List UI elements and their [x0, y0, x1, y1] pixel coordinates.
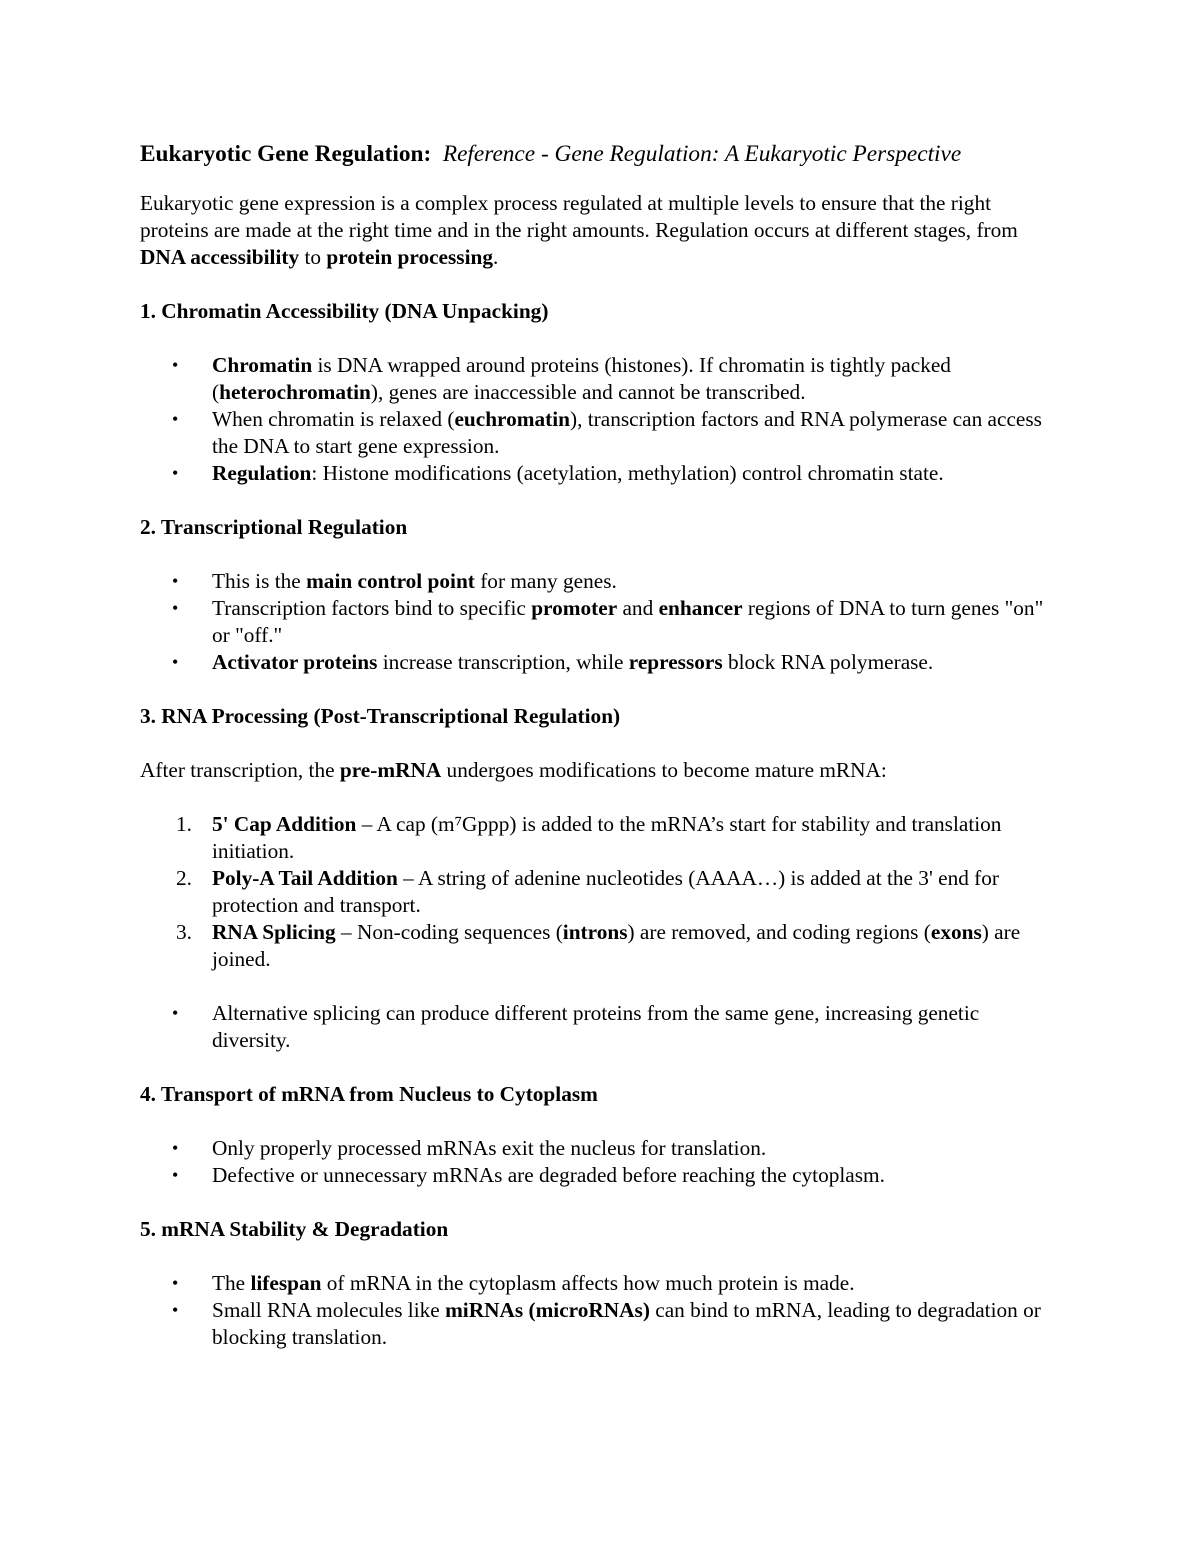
list-item: [140, 919, 1060, 973]
list-number: 1.: [176, 812, 192, 836]
rna-processing-intro: [140, 757, 1060, 784]
item-text: of mRNA in the cytoplasm affects how much protein is made.: [321, 1271, 855, 1295]
bold-term: introns: [562, 920, 628, 944]
bold-term: Poly-A Tail Addition: [212, 866, 398, 890]
bullet-icon: •: [172, 598, 179, 618]
bold-term: 5' Cap Addition: [212, 812, 357, 836]
item-text: is DNA wrapped around proteins (histones). If chromatin is tightly packed (: [212, 353, 951, 404]
item-text: block RNA polymerase.: [722, 650, 934, 674]
bold-term: miRNAs (microRNAs): [445, 1298, 650, 1322]
bold-term: Activator proteins: [212, 650, 378, 674]
bullet-list-stability: [140, 1270, 1060, 1351]
bold-term: enhancer: [658, 596, 743, 620]
document-title: [140, 140, 1060, 169]
list-item: [140, 1000, 1060, 1054]
list-item: [140, 595, 1060, 649]
intro-bold: DNA accessibility: [140, 245, 300, 269]
numbered-list-rna-processing: [140, 811, 1060, 973]
list-item: [140, 406, 1060, 460]
section-heading-transport: 4. Transport of mRNA from Nucleus to Cytoplasm: [140, 1082, 598, 1106]
item-text: Transcription factors bind to specific: [212, 596, 532, 620]
item-text: – A string of adenine nucleotides (AAAA…) is added at the 3' end for protection and transport.: [212, 866, 1000, 917]
bullet-icon: •: [172, 1003, 179, 1023]
list-item: [140, 460, 1060, 487]
item-text: When chromatin is relaxed (: [212, 407, 455, 431]
bullet-icon: •: [172, 571, 179, 591]
list-item: [140, 1162, 1060, 1189]
item-text: undergoes modifications to become mature mRNA:: [441, 758, 887, 782]
list-number: 2.: [176, 866, 192, 890]
item-text: for many genes.: [474, 569, 617, 593]
list-item: [140, 649, 1060, 676]
list-item: [140, 811, 1060, 865]
item-text: ), genes are inaccessible and cannot be transcribed.: [370, 380, 806, 404]
bold-term: lifespan: [250, 1271, 322, 1295]
item-text: Only properly processed mRNAs exit the nucleus for translation.: [212, 1136, 767, 1160]
bold-term: repressors: [628, 650, 723, 674]
list-item: [140, 352, 1060, 406]
bold-term: Regulation: [212, 461, 312, 485]
bullet-list-chromatin: [140, 352, 1060, 487]
title-reference: Reference - Gene Regulation: A Eukaryotic Perspective: [442, 141, 962, 167]
bullet-icon: •: [172, 1165, 179, 1185]
bullet-list-transcriptional: [140, 568, 1060, 676]
item-text: After transcription, the: [140, 758, 340, 782]
list-number: 3.: [176, 920, 192, 944]
bold-term: Chromatin: [212, 353, 313, 377]
bold-term: exons: [930, 920, 982, 944]
bold-term: promoter: [531, 596, 618, 620]
item-text: ) are removed, and coding regions (: [627, 920, 931, 944]
section-heading-chromatin: 1. Chromatin Accessibility (DNA Unpacking): [140, 299, 549, 323]
item-text: ) are joined.: [212, 920, 1021, 971]
bullet-icon: •: [172, 1138, 179, 1158]
bullet-list-transport: [140, 1135, 1060, 1189]
title-main: Eukaryotic Gene Regulation:: [140, 141, 432, 167]
item-text: regions of DNA to turn genes "on" or "off.": [212, 596, 1044, 647]
item-text: increase transcription, while: [377, 650, 629, 674]
bold-term: pre-mRNA: [339, 758, 442, 782]
list-item: [140, 1135, 1060, 1162]
bullet-list-alternative-splicing: [140, 1000, 1060, 1054]
bullet-icon: •: [172, 355, 179, 375]
section-heading-transcriptional: 2. Transcriptional Regulation: [140, 515, 408, 539]
intro-text: Eukaryotic gene expression is a complex process regulated at multiple levels to ensure that the right proteins are made at the right time and in the right amounts. Regulation occurs at different stages, from: [140, 191, 1018, 242]
item-text: Small RNA molecules like: [212, 1298, 446, 1322]
document-page: [140, 140, 1060, 1378]
list-item: [140, 568, 1060, 595]
bullet-icon: •: [172, 409, 179, 429]
item-text: This is the: [212, 569, 307, 593]
item-text: Alternative splicing can produce different proteins from the same gene, increasing genetic diversity.: [212, 1001, 980, 1052]
section-heading-rna-processing: 3. RNA Processing (Post-Transcriptional Regulation): [140, 704, 621, 728]
item-text: and: [617, 596, 659, 620]
intro-paragraph: [140, 190, 1060, 271]
bold-term: RNA Splicing: [212, 920, 336, 944]
list-item: [140, 865, 1060, 919]
intro-text: to: [299, 245, 327, 269]
bullet-icon: •: [172, 1300, 179, 1320]
item-text: can bind to mRNA, leading to degradation or blocking translation.: [212, 1298, 1041, 1349]
section-heading-stability: 5. mRNA Stability & Degradation: [140, 1217, 449, 1241]
item-text: Defective or unnecessary mRNAs are degraded before reaching the cytoplasm.: [212, 1163, 885, 1187]
list-item: [140, 1297, 1060, 1351]
item-text: ), transcription factors and RNA polymerase can access the DNA to start gene expression.: [212, 407, 1042, 458]
bullet-icon: •: [172, 652, 179, 672]
intro-text: .: [493, 245, 499, 269]
bold-term: main control point: [306, 569, 475, 593]
item-text: – Non-coding sequences (: [335, 920, 563, 944]
item-text: – A cap (m⁷Gppp) is added to the mRNA’s start for stability and translation initiation.: [212, 812, 1002, 863]
list-item: [140, 1270, 1060, 1297]
bold-term: heterochromatin: [219, 380, 371, 404]
bullet-icon: •: [172, 1273, 179, 1293]
bold-term: euchromatin: [454, 407, 571, 431]
bullet-icon: •: [172, 463, 179, 483]
item-text: : Histone modifications (acetylation, methylation) control chromatin state.: [311, 461, 944, 485]
intro-bold: protein processing: [326, 245, 493, 269]
item-text: The: [212, 1271, 251, 1295]
